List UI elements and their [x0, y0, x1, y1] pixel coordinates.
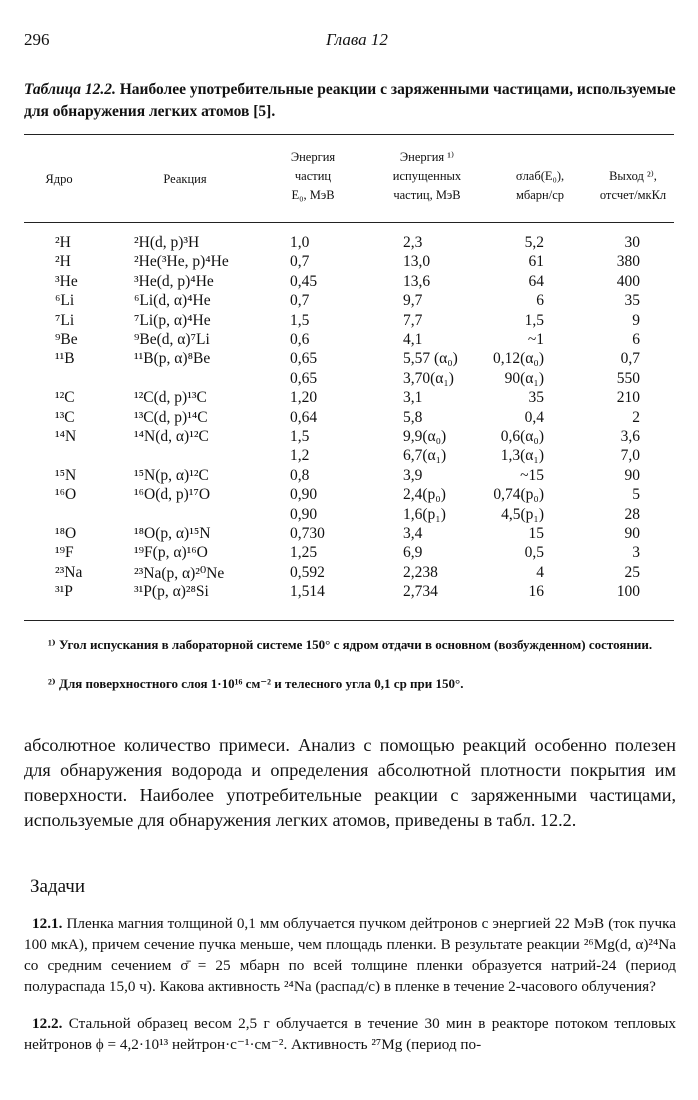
cell-sigma: ~1 — [527, 331, 544, 348]
header-energy-emitted: Энергия ¹⁾ — [399, 150, 455, 164]
cell-sigma: 4 — [536, 563, 544, 581]
cell-nucleus: ¹²C — [55, 389, 75, 407]
cell-yield: 550 — [616, 369, 640, 387]
cell-nucleus: ⁶Li — [55, 292, 75, 310]
cell-yield: 35 — [624, 292, 640, 310]
cell-yield: 3 — [632, 544, 640, 562]
cell-e-out: 5,8 — [403, 408, 423, 426]
cell-e0: 1,514 — [290, 583, 325, 601]
cell-e0: 1,25 — [290, 544, 318, 562]
cell-sigma: 5,2 — [524, 234, 544, 251]
header-yield: отсчет/мкКл — [599, 188, 667, 202]
cell-nucleus: ¹⁶O — [55, 486, 77, 504]
cell-sigma: 6 — [536, 292, 544, 310]
cell-reaction: ²H(d, p)³H — [134, 234, 200, 251]
cell-sigma: 90(α₁) — [504, 369, 544, 387]
cell-reaction: ³¹P(p, α)²⁸Si — [134, 583, 209, 601]
cell-sigma: 35 — [528, 389, 544, 407]
cell-e-out: 3,9 — [403, 466, 423, 484]
footnote-2: ²⁾ Для поверхностного слоя 1·10¹⁶ см⁻² и телесного угла 0,1 ср при 150°. — [48, 676, 464, 691]
cell-yield: 6 — [632, 331, 640, 348]
cell-sigma: 64 — [528, 272, 544, 290]
cell-e0: 1,5 — [290, 428, 310, 445]
body-paragraph: абсолютное количество примеси. Анализ с помощью реакций особенно полезен для обнаружения водорода и определения абсолютной плотности покрытия им поверхности. Наиболее употребительные реакции с заряженными частицами, используемые для обнаружения легких атомов, приведены в табл. 12.2. — [24, 735, 676, 830]
cell-reaction: ²³Na(p, α)²⁰Ne — [134, 564, 225, 582]
cell-nucleus: ²H — [55, 234, 71, 251]
header-yield: Выход ²⁾, — [609, 169, 657, 183]
cell-reaction: ²He(³He, p)⁴He — [134, 253, 229, 271]
cell-e0: 0,90 — [290, 486, 318, 504]
cell-nucleus: ²³Na — [55, 563, 83, 581]
table-bottom-rule — [24, 620, 674, 621]
cell-sigma: 15 — [528, 525, 544, 542]
cell-nucleus: ¹¹B — [55, 350, 75, 368]
cell-nucleus: ²H — [55, 253, 71, 271]
cell-e-out: 9,7 — [403, 292, 423, 310]
cell-nucleus: ⁷Li — [55, 311, 75, 329]
cell-sigma: 1,5 — [524, 311, 544, 329]
cell-nucleus: ⁹Be — [55, 331, 78, 348]
cell-reaction: ⁹Be(d, α)⁷Li — [134, 331, 210, 348]
cell-reaction: ¹⁶O(d, p)¹⁷O — [134, 486, 211, 504]
header-cross-section: мбарн/ср — [515, 188, 565, 202]
cell-sigma: 0,74(p₀) — [493, 486, 544, 504]
problem-number: 12.2. — [32, 1015, 63, 1032]
problem-12-1 — [24, 913, 676, 997]
page-number: 296 — [24, 30, 50, 49]
cell-reaction: ¹⁸O(p, α)¹⁵N — [134, 525, 211, 542]
cell-yield: 0,7 — [620, 350, 640, 368]
table-caption-label: Таблица 12.2. — [24, 81, 116, 98]
cell-yield: 5 — [632, 486, 640, 504]
table-header-rule — [24, 222, 674, 223]
cell-yield: 2 — [632, 408, 640, 426]
cell-e0: 1,5 — [290, 311, 310, 329]
cell-reaction: ⁶Li(d, α)⁴He — [134, 292, 211, 310]
cell-e0: 0,592 — [290, 563, 325, 581]
chapter-title: Глава 12 — [326, 30, 388, 49]
cell-yield: 90 — [624, 525, 640, 542]
cell-e-out: 2,4(p₀) — [403, 486, 446, 504]
cell-sigma: 61 — [528, 253, 544, 271]
cell-sigma: 0,12(α₀) — [493, 350, 544, 368]
cell-reaction: ¹⁴N(d, α)¹²C — [134, 428, 209, 445]
cell-sigma: 1,3(α₁) — [500, 447, 544, 465]
cell-e-out: 6,9 — [403, 544, 423, 562]
cell-e-out: 4,1 — [403, 331, 423, 348]
cell-e0: 0,64 — [290, 408, 318, 426]
cell-e-out: 2,734 — [403, 583, 438, 601]
cell-e-out: 3,1 — [403, 389, 423, 407]
cell-e0: 0,90 — [290, 505, 318, 523]
table-caption-text: Наиболее употребительные реакции с заряженными частицами, используемые для обнаружения легких атомов [5]. — [24, 81, 676, 120]
header-energy-emitted: испущенных — [392, 169, 462, 183]
cell-nucleus: ¹⁵N — [55, 466, 77, 484]
cell-e0: 0,6 — [290, 331, 310, 348]
cell-reaction: ¹¹B(p, α)⁸Be — [134, 350, 211, 368]
cell-e0: 1,2 — [290, 447, 310, 465]
cell-yield: 380 — [616, 253, 640, 271]
cell-nucleus: ³He — [55, 272, 78, 290]
cell-nucleus: ³¹P — [55, 583, 73, 601]
cell-reaction: ¹⁵N(p, α)¹²C — [134, 466, 209, 484]
cell-e0: 0,7 — [290, 253, 310, 271]
cell-yield: 25 — [624, 563, 640, 581]
cell-yield: 3,6 — [620, 428, 640, 445]
footnote-1: ¹⁾ Угол испускания в лабораторной системе 150° с ядром отдачи в основном (возбужденном) состоянии. — [48, 637, 653, 652]
cell-reaction: ⁷Li(p, α)⁴He — [134, 311, 211, 329]
cell-nucleus: ¹³C — [55, 408, 75, 426]
header-nucleus: Ядро — [45, 172, 73, 186]
cell-e0: 0,45 — [290, 272, 318, 290]
cell-yield: 30 — [624, 234, 640, 251]
cell-nucleus: ¹⁹F — [55, 544, 74, 562]
header-energy-particles: E₀, МэВ — [291, 188, 335, 202]
cell-e-out: 6,7(α₁) — [403, 447, 447, 465]
cell-e-out: 3,70(α₁) — [403, 369, 454, 387]
cell-sigma: ~15 — [520, 466, 544, 484]
section-title: Задачи — [30, 876, 86, 897]
problem-text: Стальной образец весом 2,5 г облучается в течение 30 мин в реакторе потоком тепловых нейтронов ϕ = 4,2·10¹³ нейтрон·с⁻¹·см⁻². Активность ²⁷Mg (период по- — [24, 1015, 676, 1053]
cell-e0: 0,8 — [290, 466, 310, 484]
cell-sigma: 0,5 — [524, 544, 544, 562]
cell-reaction: ¹³C(d, p)¹⁴C — [134, 408, 208, 426]
cell-e-out: 5,57 (α₀) — [403, 350, 458, 368]
header-cross-section: σлаб(E₀), — [515, 169, 565, 183]
cell-e0: 1,20 — [290, 389, 318, 407]
cell-e-out: 13,0 — [403, 253, 431, 271]
cell-e-out: 2,3 — [403, 234, 423, 251]
problem-number: 12.1. — [32, 915, 63, 932]
cell-reaction: ¹²C(d, p)¹³C — [134, 389, 207, 407]
cell-yield: 7,0 — [620, 447, 640, 465]
cell-sigma: 4,5(p₁) — [501, 505, 544, 523]
cell-e0: 0,730 — [290, 525, 325, 542]
cell-yield: 90 — [624, 466, 640, 484]
cell-nucleus: ¹⁸O — [55, 525, 77, 542]
cell-reaction: ³He(d, p)⁴He — [134, 272, 214, 290]
cell-e-out: 13,6 — [403, 272, 431, 290]
header-reaction: Реакция — [163, 172, 207, 186]
cell-e-out: 3,4 — [403, 525, 423, 542]
cell-e-out: 1,6(p₁) — [403, 505, 446, 523]
cell-e0: 1,0 — [290, 234, 310, 251]
cell-e-out: 2,238 — [403, 563, 438, 581]
cell-sigma: 0,4 — [524, 408, 544, 426]
cell-sigma: 0,6(α₀) — [500, 428, 544, 445]
cell-yield: 28 — [624, 505, 640, 523]
cell-e0: 0,65 — [290, 369, 318, 387]
cell-e-out: 7,7 — [403, 311, 423, 329]
table-top-rule — [24, 134, 674, 135]
table-caption — [24, 79, 676, 123]
cell-reaction: ¹⁹F(p, α)¹⁶O — [134, 544, 208, 562]
cell-yield: 100 — [616, 583, 640, 601]
cell-e0: 0,65 — [290, 350, 318, 368]
header-energy-emitted: частиц, МэВ — [393, 188, 461, 202]
cell-nucleus: ¹⁴N — [55, 428, 77, 445]
cell-e-out: 9,9(α₀) — [403, 428, 447, 445]
cell-sigma: 16 — [528, 583, 544, 601]
header-energy-particles: частиц — [294, 169, 332, 183]
header-energy-particles: Энергия — [290, 150, 336, 164]
cell-yield: 400 — [616, 272, 640, 290]
problem-text: Пленка магния толщиной 0,1 мм облучается пучком дейтронов с энергией 22 МэВ (ток пучка 100 мкА), причем сечение пучка меньше, чем площадь пленки. В результате реакции ²⁶Mg(d, α)²⁴Na со средним сечением σ̄ = 25 мбарн по всей толщине пленки образуется натрий-24 (период полураспада 15,0 ч). Какова активность ²⁴Na (распад/с) в пленке в течение 2-часового облучения? — [24, 915, 677, 995]
cell-e0: 0,7 — [290, 292, 310, 310]
cell-yield: 210 — [616, 389, 640, 407]
problem-12-2 — [24, 1013, 676, 1055]
cell-yield: 9 — [632, 311, 640, 329]
